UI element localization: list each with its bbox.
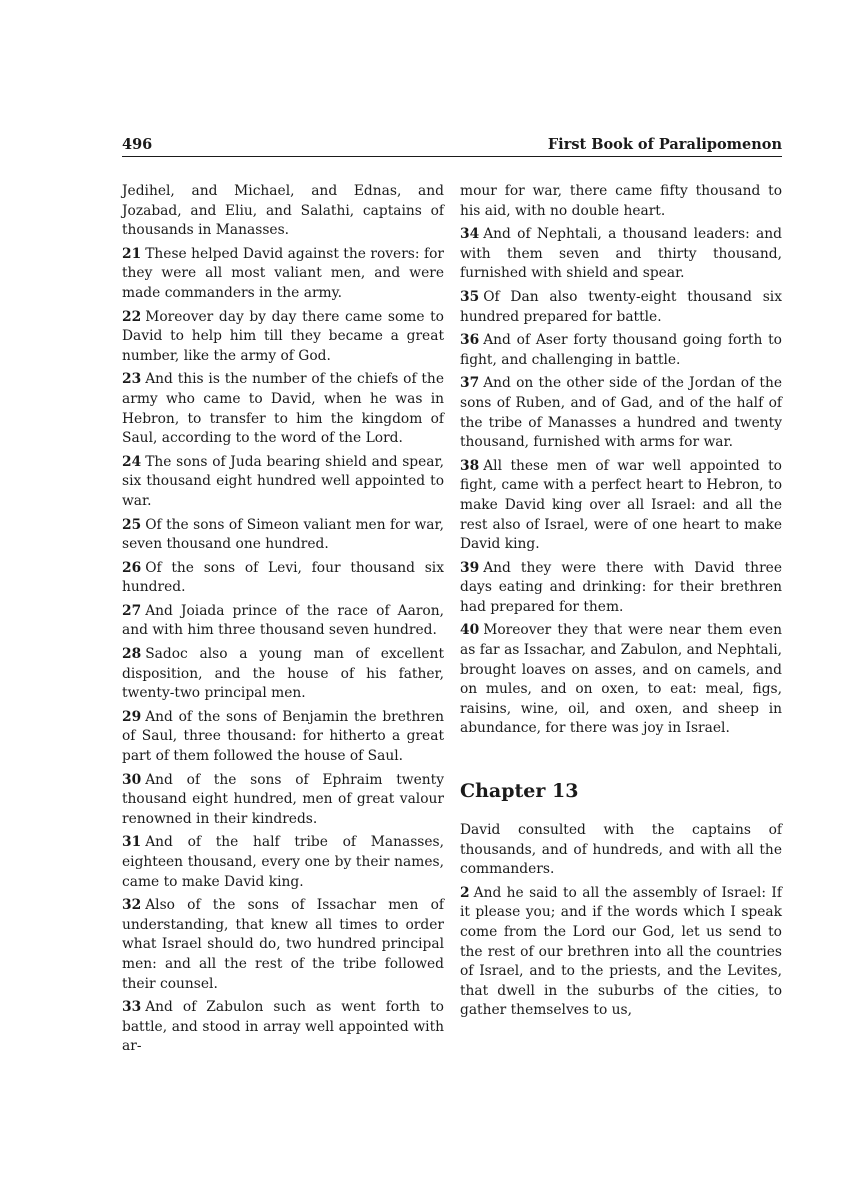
verse-number: 28 <box>122 646 142 663</box>
verse-paragraph <box>122 559 444 598</box>
verse-text: Of the sons of Simeon valiant men for war, seven thousand one hundred. <box>122 516 444 553</box>
verse-paragraph <box>122 453 444 512</box>
right-column <box>460 182 782 1025</box>
verse-number: 40 <box>460 622 480 639</box>
verse-text: And they were there with David three days eating and drinking: for their brethren had prepared for them. <box>460 559 782 615</box>
verse-text: Of Dan also twenty-eight thousand six hundred prepared for battle. <box>460 288 782 325</box>
chapter-heading: Chapter 13 <box>460 780 579 803</box>
verse-paragraph <box>460 457 782 555</box>
verse-text: The sons of Juda bearing shield and spear, six thousand eight hundred well appointed to war. <box>122 453 444 509</box>
verse-number: 2 <box>460 884 470 901</box>
verse-text: All these men of war well appointed to fight, came with a perfect heart to Hebron, to make David king over all Israel: and all the rest also of Israel, were of one heart to make David king. <box>460 457 782 553</box>
verse-number: 39 <box>460 559 480 576</box>
verse-paragraph <box>122 708 444 767</box>
left-column <box>122 182 444 1061</box>
verse-text: And Joiada prince of the race of Aaron, and with him three thousand seven hundred. <box>122 602 444 639</box>
verse-paragraph <box>460 621 782 739</box>
book-title: First Book of Paralipomenon <box>547 136 782 153</box>
verse-text: And of the half tribe of Manasses, eighteen thousand, every one by their names, came to make David king. <box>122 834 444 890</box>
verse-paragraph <box>122 645 444 704</box>
verse-number: 31 <box>122 834 142 851</box>
verse-text: And this is the number of the chiefs of the army who came to David, when he was in Hebron, to transfer to him the kingdom of Saul, according to the word of the Lord. <box>122 371 444 447</box>
verse-number: 21 <box>122 245 142 262</box>
chapter-verses <box>460 821 782 1021</box>
verse-text: Jedihel, and Michael, and Ednas, and Jozabad, and Eliu, and Salathi, captains of thousands in Manasses. <box>122 183 444 239</box>
verse-text: And of Aser forty thousand going forth to fight, and challenging in battle. <box>460 332 782 368</box>
verse-paragraph <box>122 182 444 241</box>
verse-paragraph <box>122 516 444 555</box>
verse-paragraph <box>460 331 782 370</box>
verse-text: And of Nephtali, a thousand leaders: and with them seven and thirty thousand, furnished with shield and spear. <box>460 226 782 282</box>
verse-paragraph <box>460 374 782 452</box>
verse-paragraph <box>122 308 444 367</box>
verse-paragraph <box>122 896 444 994</box>
verse-text: And on the other side of the Jordan of the sons of Ruben, and of Gad, and of the half of the tribe of Manasses a hundred and twenty thousand, furnished with arms for war. <box>460 375 782 451</box>
verse-paragraph <box>122 245 444 304</box>
verse-number: 30 <box>122 771 142 788</box>
verse-text: mour for war, there came fifty thousand to his aid, with no double heart. <box>460 183 782 219</box>
verse-number: 27 <box>122 602 142 619</box>
verse-number: 24 <box>122 453 142 470</box>
verse-text: Sadoc also a young man of excellent disposition, and the house of his father, twenty-two principal men. <box>122 646 444 702</box>
verse-paragraph <box>122 370 444 448</box>
verse-text: Of the sons of Levi, four thousand six hundred. <box>122 559 444 596</box>
verse-number: 36 <box>460 332 480 349</box>
verse-number: 37 <box>460 375 480 392</box>
right-verses <box>460 182 782 739</box>
verse-paragraph <box>460 225 782 284</box>
verse-paragraph <box>460 559 782 618</box>
verse-number: 32 <box>122 897 142 914</box>
verse-text: Moreover they that were near them even as far as Issachar, and Zabulon, and Nephtali, brought loaves on asses, and on camels, and on mules, and on oxen, to eat: meal, figs, raisins, wine, oil, and oxen, and sheep in abundance, for there was joy in Israel. <box>460 622 782 737</box>
verse-paragraph <box>460 821 782 880</box>
verse-paragraph <box>122 833 444 892</box>
verse-paragraph <box>122 602 444 641</box>
running-header <box>122 136 782 157</box>
verse-text: And of Zabulon such as went forth to battle, and stood in array well appointed with ar- <box>122 999 444 1055</box>
verse-text: And of the sons of Ephraim twenty thousand eight hundred, men of great valour renowned in their kindreds. <box>122 771 444 827</box>
page-number: 496 <box>122 136 153 153</box>
verse-text: Also of the sons of Issachar men of understanding, that knew all times to order what Israel should do, two hundred principal men: and all the rest of the tribe followed their counsel. <box>122 897 444 992</box>
verse-number: 35 <box>460 288 480 305</box>
verse-number: 34 <box>460 226 480 243</box>
verse-text: And of the sons of Benjamin the brethren of Saul, three thousand: for hitherto a great part of them followed the house of Saul. <box>122 708 444 765</box>
verse-paragraph <box>460 884 782 1021</box>
verse-paragraph <box>460 182 782 221</box>
verse-text: These helped David against the rovers: for they were all most valiant men, and were made commanders in the army. <box>122 245 444 301</box>
verse-text: David consulted with the captains of thousands, and of hundreds, and with all the commanders. <box>460 822 782 878</box>
verse-paragraph <box>460 288 782 327</box>
verse-number: 25 <box>122 516 142 533</box>
verse-paragraph <box>122 998 444 1057</box>
verse-number: 38 <box>460 457 480 474</box>
verse-paragraph <box>122 771 444 830</box>
verse-number: 29 <box>122 708 142 725</box>
verse-number: 33 <box>122 999 142 1016</box>
verse-number: 23 <box>122 371 142 388</box>
verse-text: And he said to all the assembly of Israel: If it please you; and if the words which I speak come from the Lord our God, let us send to the rest of our brethren into all the countries of Israel, and to the priests, and the Levites, that dwell in the suburbs of the cities, to gather themselves to us, <box>460 884 782 1019</box>
verse-number: 22 <box>122 308 142 325</box>
verse-text: Moreover day by day there came some to David to help him till they became a great number, like the army of God. <box>122 308 444 364</box>
verse-number: 26 <box>122 559 142 576</box>
